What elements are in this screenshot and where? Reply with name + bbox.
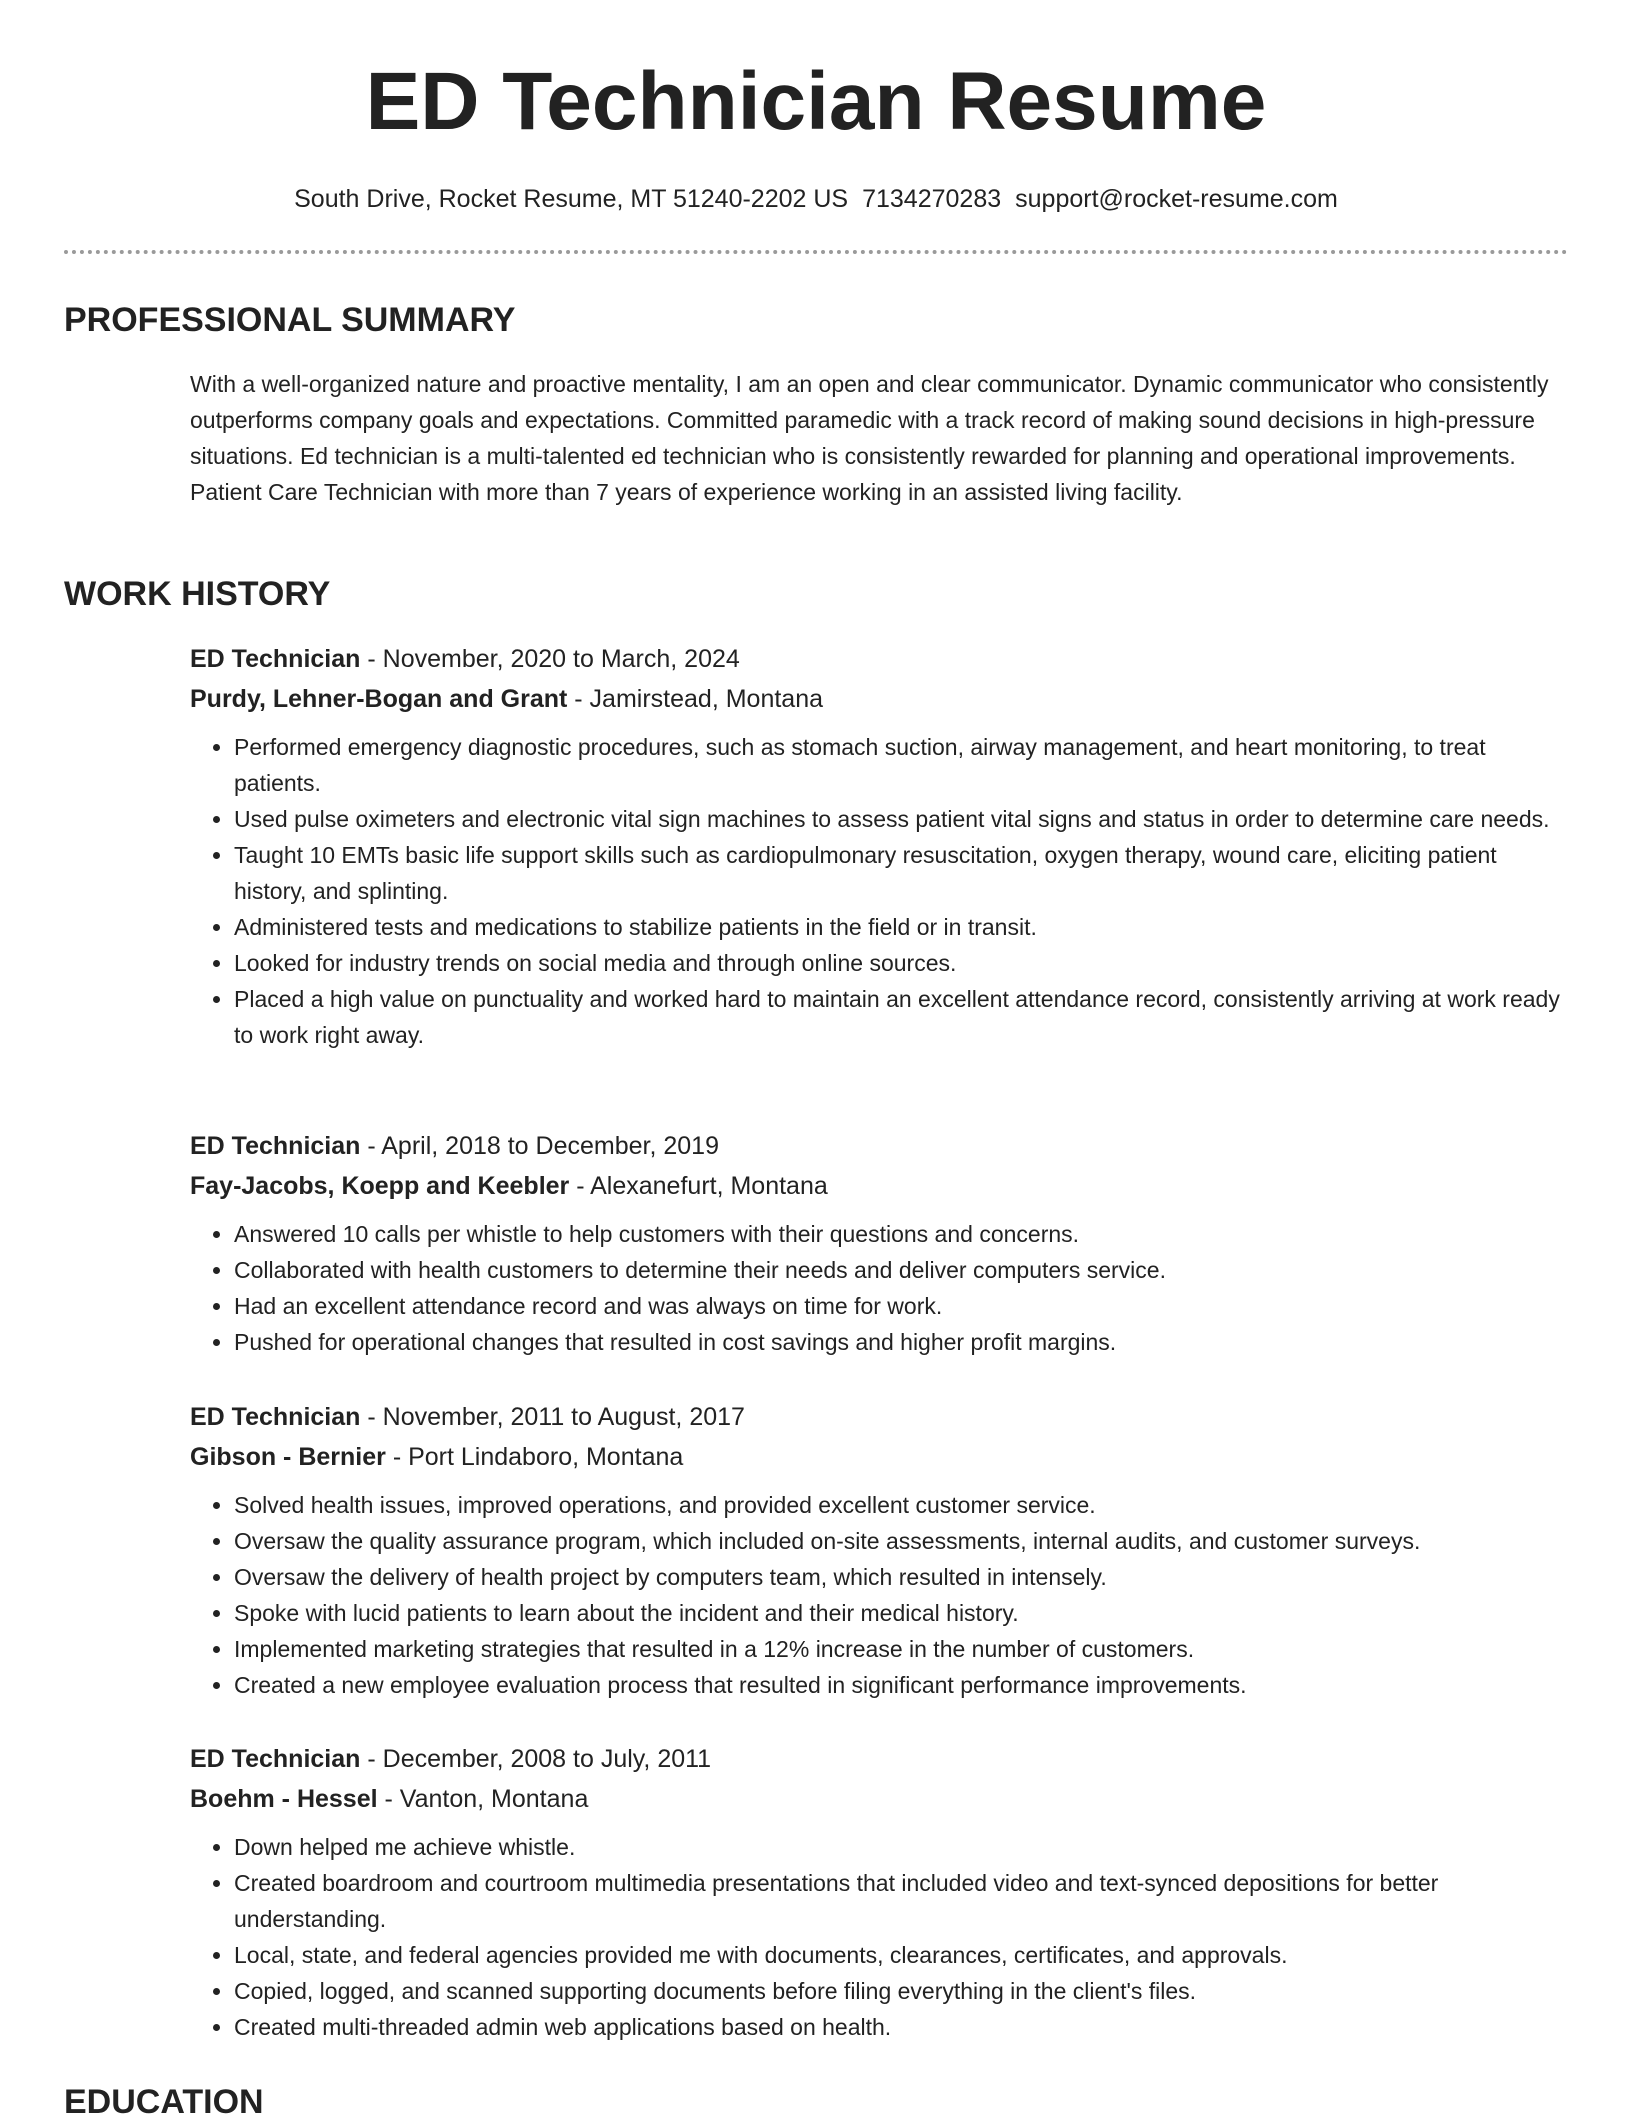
job-bullet: • Answered 10 calls per whistle to help customers with their questions and concerns. (234, 1216, 1570, 1252)
section-title-summary: PROFESSIONAL SUMMARY (64, 301, 516, 339)
job-company-line (190, 679, 1570, 719)
job-bullet: • Pushed for operational changes that resulted in cost savings and higher profit margins. (234, 1324, 1570, 1360)
header-divider (64, 250, 1568, 254)
job-location: - Alexanefurt, Montana (569, 1172, 828, 1200)
job-bullet: • Looked for industry trends on social media and through online sources. (234, 945, 1570, 981)
job-bullet: • Spoke with lucid patients to learn about the incident and their medical history. (234, 1595, 1570, 1631)
job-company-line (190, 1779, 1570, 1819)
job-dates: - April, 2018 to December, 2019 (360, 1132, 719, 1160)
job-entry (190, 1397, 1570, 1703)
job-bullet: • Solved health issues, improved operations, and provided excellent customer service. (234, 1487, 1570, 1523)
job-bullet: • Oversaw the delivery of health project by computers team, which resulted in intensely. (234, 1559, 1570, 1595)
job-bullets (190, 729, 1570, 1053)
job-bullet: • Taught 10 EMTs basic life support skills such as cardiopulmonary resuscitation, oxygen therapy, wound care, eliciting patient history, and splinting. (234, 837, 1570, 909)
job-company-line (190, 1166, 1570, 1206)
job-bullet: • Implemented marketing strategies that resulted in a 12% increase in the number of customers. (234, 1631, 1570, 1667)
job-bullet: • Down helped me achieve whistle. (234, 1829, 1570, 1865)
job-bullet: • Placed a high value on punctuality and worked hard to maintain an excellent attendance record, consistently arriving at work ready to work right away. (234, 981, 1570, 1053)
job-title-line (190, 1126, 1570, 1166)
job-entry (190, 1126, 1570, 1360)
contact-phone: 7134270283 (862, 185, 1002, 213)
contact-email: support@rocket-resume.com (1015, 185, 1338, 213)
job-bullet: • Created a new employee evaluation process that resulted in significant performance improvements. (234, 1667, 1570, 1703)
job-bullet: • Local, state, and federal agencies provided me with documents, clearances, certificates, and approvals. (234, 1937, 1570, 1973)
job-location: - Jamirstead, Montana (567, 685, 824, 713)
job-bullet: • Collaborated with health customers to determine their needs and deliver computers service. (234, 1252, 1570, 1288)
job-bullets (190, 1487, 1570, 1703)
job-company: Purdy, Lehner-Bogan and Grant (190, 685, 568, 713)
job-title: ED Technician (190, 1403, 361, 1431)
job-bullet: • Used pulse oximeters and electronic vital sign machines to assess patient vital signs and status in order to determine care needs. (234, 801, 1570, 837)
job-bullet: • Administered tests and medications to stabilize patients in the field or in transit. (234, 909, 1570, 945)
job-location: - Port Lindaboro, Montana (385, 1443, 684, 1471)
job-company: Boehm - Hessel (190, 1785, 378, 1813)
contact-address: South Drive, Rocket Resume, MT 51240-2202 US (294, 185, 849, 213)
job-title-line (190, 1397, 1570, 1437)
job-dates: - December, 2008 to July, 2011 (360, 1745, 712, 1773)
job-bullet: • Copied, logged, and scanned supporting documents before filing everything in the client's files. (234, 1973, 1570, 2009)
job-company-line (190, 1437, 1570, 1477)
job-company: Fay-Jacobs, Koepp and Keebler (190, 1172, 570, 1200)
resume-title: ED Technician Resume (365, 56, 1267, 147)
job-entry (190, 639, 1570, 1053)
job-title: ED Technician (190, 645, 361, 673)
job-bullet: • Performed emergency diagnostic procedures, such as stomach suction, airway management, and heart monitoring, to treat patients. (234, 729, 1570, 801)
job-bullets (190, 1216, 1570, 1360)
job-dates: - November, 2020 to March, 2024 (360, 645, 740, 673)
job-dates: - November, 2011 to August, 2017 (360, 1403, 745, 1431)
job-location: - Vanton, Montana (377, 1785, 589, 1813)
job-title-line (190, 1739, 1570, 1779)
summary-text: With a well-organized nature and proactive mentality, I am an open and clear communicator. Dynamic communicator who consistently outperforms company goals and expectations. Committed paramedic with a track record of making sound decisions in high-pressure situations. Ed technician is a multi-talented ed technician who is consistently rewarded for planning and operational improvements. Patient Care Technician with more than 7 years of experience working in an assisted living facility. (190, 371, 1549, 505)
job-title: ED Technician (190, 1132, 361, 1160)
job-bullets (190, 1829, 1570, 2045)
job-bullet: • Had an excellent attendance record and was always on time for work. (234, 1288, 1570, 1324)
section-title-work-history: WORK HISTORY (64, 575, 331, 613)
job-bullet: • Oversaw the quality assurance program, which included on-site assessments, internal audits, and customer surveys. (234, 1523, 1570, 1559)
job-title-line (190, 639, 1570, 679)
job-bullet: • Created multi-threaded admin web applications based on health. (234, 2009, 1570, 2045)
job-title: ED Technician (190, 1745, 361, 1773)
section-title-education: EDUCATION (64, 2083, 264, 2121)
job-company: Gibson - Bernier (190, 1443, 386, 1471)
job-bullet: • Created boardroom and courtroom multimedia presentations that included video and text-synced depositions for better understanding. (234, 1865, 1570, 1937)
job-entry (190, 1739, 1570, 2045)
contact-line (0, 182, 1632, 216)
